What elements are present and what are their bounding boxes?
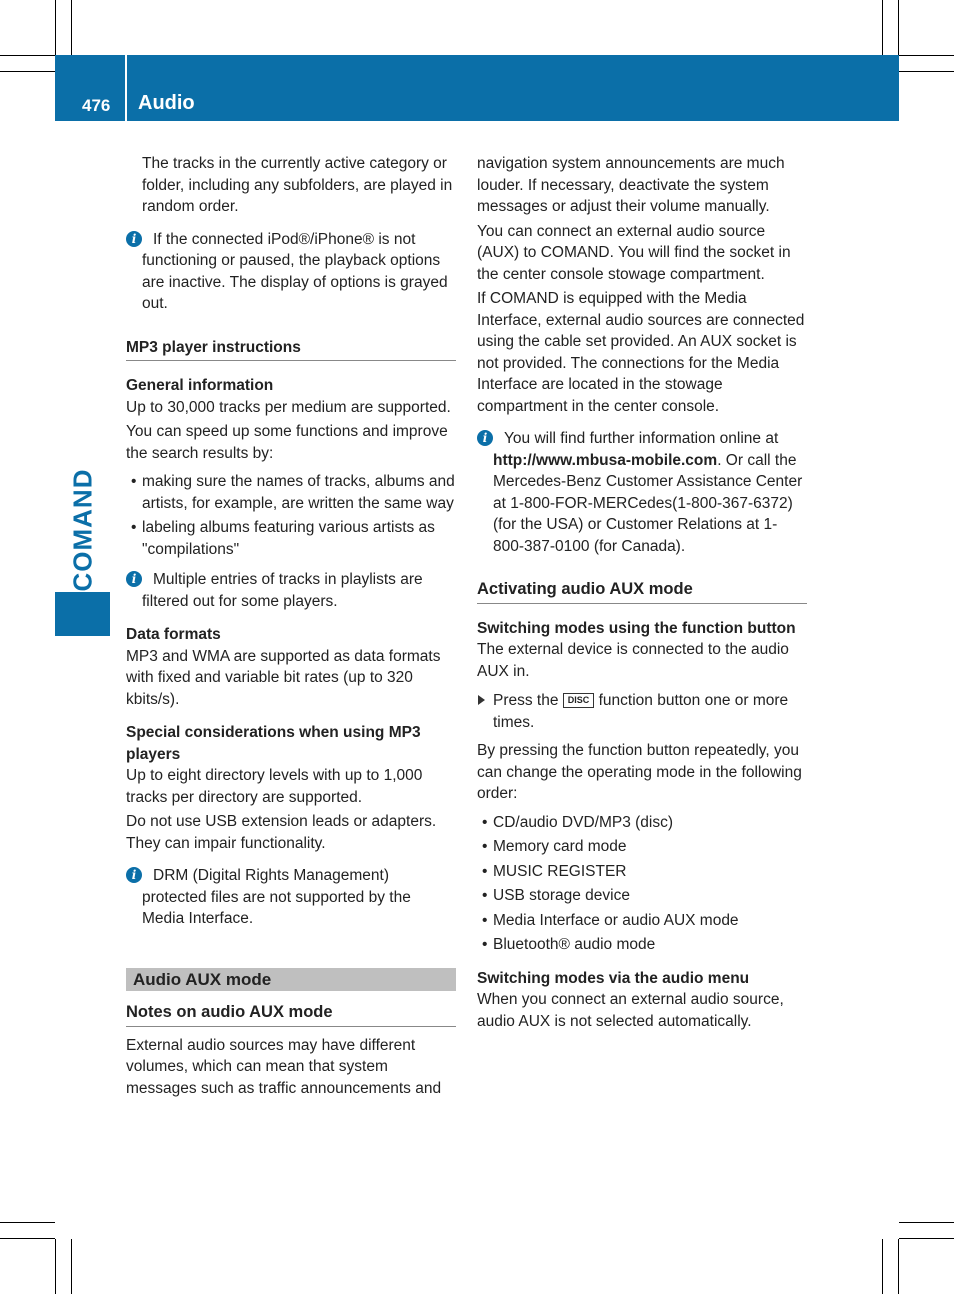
list-item-text: making sure the names of tracks, albums and artists, for example, are written the same way (142, 473, 455, 512)
bullet-dot: • (482, 838, 488, 855)
paragraph: navigation system announcements are much louder. If necessary, deactivate the system messages or adjust their volume manually. (477, 155, 785, 215)
crop-mark (0, 1238, 55, 1239)
list-item-text: CD/audio DVD/MP3 (disc) (493, 813, 674, 831)
list-item (477, 836, 807, 858)
subheading: Data formats (126, 626, 221, 643)
subheading: General information (126, 377, 274, 394)
side-chapter-tab (55, 592, 110, 636)
info-note (126, 229, 456, 315)
note-text: DRM (Digital Rights Management) protected files are not supported by the Media Interface. (142, 867, 411, 927)
bullet-dot: • (131, 473, 137, 490)
step-text: Press the (493, 692, 563, 709)
list-item (477, 934, 807, 956)
disc-key-icon: DISC (563, 693, 595, 708)
crop-mark (71, 0, 72, 55)
paragraph: You can speed up some functions and improve the search results by: (126, 423, 448, 462)
list-item (477, 812, 807, 834)
bullet-dot: • (482, 936, 488, 953)
list-item (477, 885, 807, 907)
list-item (126, 471, 456, 514)
crop-mark (71, 1239, 72, 1294)
crop-mark (898, 1239, 899, 1294)
note-text: You will find further information online at (504, 430, 779, 447)
crop-mark (899, 1238, 954, 1239)
crop-mark (0, 71, 55, 72)
paragraph: External audio sources may have different volumes, which can mean that system messages such as traffic announcements and (126, 1036, 442, 1097)
info-icon: i (126, 231, 142, 247)
subheading: Special considerations when using MP3 players (126, 724, 421, 763)
step-text: function button one or more times. (493, 692, 789, 731)
crop-mark (0, 55, 55, 56)
list-item-text: Memory card mode (493, 838, 627, 855)
section-heading: Notes on audio AUX mode (126, 1002, 456, 1027)
page-number: 476 (82, 96, 111, 115)
list-item (477, 910, 807, 932)
list-item (126, 517, 456, 560)
crop-mark (882, 1239, 883, 1294)
paragraph: If COMAND is equipped with the Media Interface, external audio sources are connected using the cable set provided. An AUX socket is not provided. The connections for the Media Interface are located in the stowage compartment in the center console. (477, 290, 805, 415)
list-item-text: labeling albums featuring various artists as "compilations" (142, 519, 435, 558)
section-heading: MP3 player instructions (126, 337, 456, 362)
section-heading: Activating audio AUX mode (477, 579, 807, 604)
info-icon: i (126, 571, 142, 587)
crop-mark (55, 1239, 56, 1294)
info-icon: i (477, 430, 493, 446)
paragraph: Up to 30,000 tracks per medium are supported. (126, 398, 451, 416)
paragraph: Do not use USB extension leads or adapters. They can impair functionality. (126, 813, 437, 852)
list-item-text: Bluetooth® audio mode (493, 936, 656, 953)
paragraph: The external device is connected to the audio AUX in. (477, 641, 789, 680)
section-title: Audio (138, 92, 195, 114)
header-divider (125, 55, 127, 121)
info-note (126, 865, 456, 930)
website-link[interactable]: http://www.mbusa-mobile.com (493, 451, 718, 469)
crop-mark (0, 1222, 55, 1223)
subheading: Switching modes using the function button (477, 619, 796, 637)
paragraph: When you connect an external audio source, audio AUX is not selected automatically. (477, 991, 784, 1030)
bullet-dot: • (482, 911, 488, 929)
bullet-dot: • (131, 519, 137, 536)
crop-mark (898, 0, 899, 55)
info-note (477, 428, 807, 557)
bullet-dot: • (482, 862, 488, 880)
paragraph: By pressing the function button repeatedly, you can change the operating mode in the following order: (477, 742, 802, 802)
subheading: Switching modes via the audio menu (477, 969, 750, 987)
step-arrow-icon (478, 695, 485, 705)
instruction-step (477, 690, 807, 733)
list-item-text: USB storage device (493, 887, 630, 904)
side-chapter-label: COMAND (67, 468, 98, 592)
paragraph: Up to eight directory levels with up to 1,000 tracks per directory are supported. (126, 767, 423, 806)
crop-mark (899, 55, 954, 56)
crop-mark (899, 71, 954, 72)
chapter-heading-bar: Audio AUX mode (126, 968, 456, 992)
bullet-dot: • (482, 887, 488, 904)
paragraph: MP3 and WMA are supported as data formats with fixed and variable bit rates (up to 320 kbits/s). (126, 647, 441, 708)
bullet-dot: • (482, 813, 488, 831)
left-column (126, 153, 456, 1102)
note-text: If the connected iPod®/iPhone® is not functioning or paused, the playback options are inactive. The display of options is grayed out. (142, 230, 448, 312)
list-item (477, 861, 807, 883)
paragraph: The tracks in the currently active category or folder, including any subfolders, are played in random order. (142, 155, 453, 215)
list-item-text: MUSIC REGISTER (493, 862, 627, 880)
note-text: Multiple entries of tracks in playlists are filtered out for some players. (142, 571, 423, 610)
info-icon: i (126, 867, 142, 883)
paragraph: You can connect an external audio source (AUX) to COMAND. You will find the socket in the center console stowage compartment. (477, 222, 791, 283)
list-item-text: Media Interface or audio AUX mode (493, 911, 739, 929)
note-text: . Or call the Mercedes-Benz Customer Assistance Center at 1-800-FOR-MERCedes(1-800-367-6372) (for the USA) or Customer Relations at 1-800-387-0100 (for Canada). (493, 451, 803, 555)
crop-mark (882, 0, 883, 55)
crop-mark (899, 1222, 954, 1223)
crop-mark (55, 0, 56, 55)
right-column (477, 153, 807, 1035)
info-note (126, 569, 456, 612)
